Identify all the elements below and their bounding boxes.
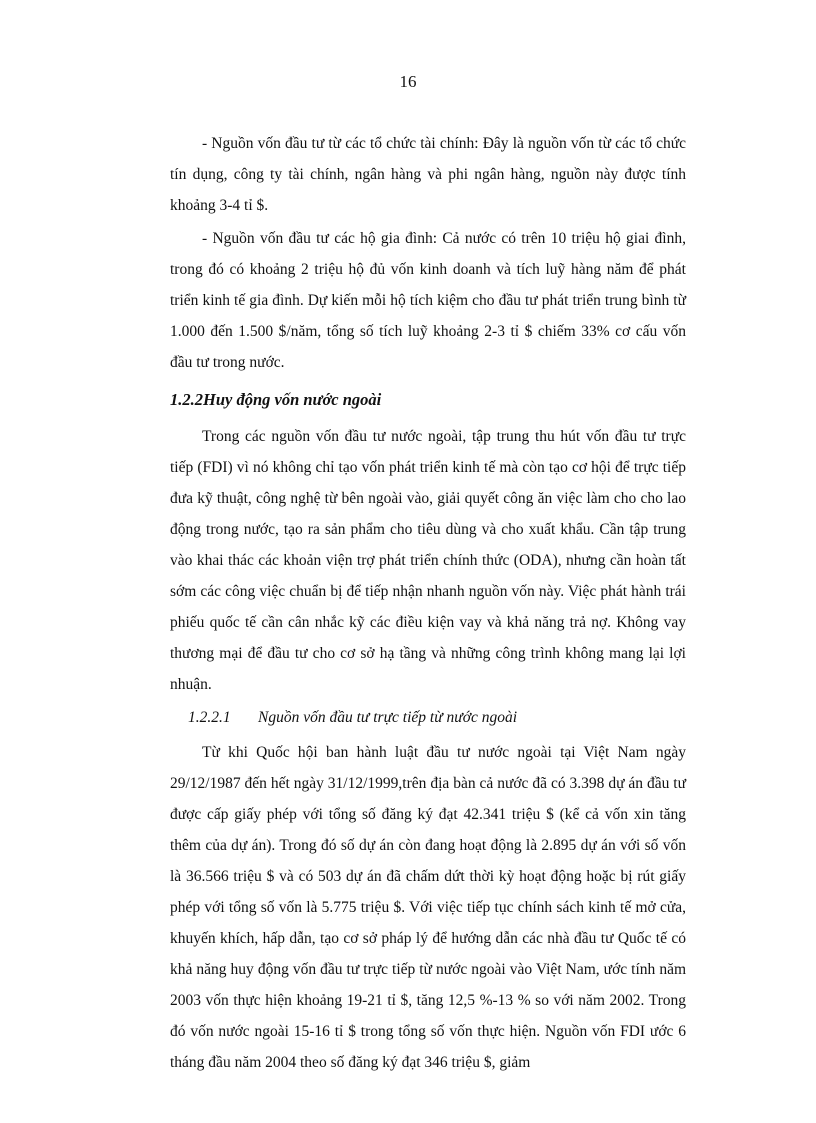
paragraph-fdi: Từ khi Quốc hội ban hành luật đầu tư nước ngoài tại Việt Nam ngày 29/12/1987 đến hết ngày 31/12/1999,trên địa bàn cả nước đã có 3.398 dự án đầu tư được cấp giấy phép với tổng số đăng ký đạt 42.341 triệu $ (kể cả vốn xin tăng thêm của dự án). Trong đó số dự án còn đang hoạt động là 2.895 dự án với số vốn là 36.566 triệu $ và có 503 dự án đã chấm dứt thời kỳ hoạt động hoặc bị rút giấy phép với tổng số vốn là 5.775 triệu $. Với việc tiếp tục chính sách kinh tế mở cửa, khuyến khích, hấp dẫn, tạo cơ sở pháp lý để hướng dẫn các nhà đầu tư Quốc tế có khả năng huy động vốn đầu tư trực tiếp từ nước ngoài vào Việt Nam, ước tính năm 2003 vốn thực hiện khoảng 19-21 tỉ $, tăng 12,5 %-13 % so với năm 2002. Trong đó vốn nước ngoài 15-16 tỉ $ trong tổng số vốn thực hiện. Nguồn vốn FDI ước 6 tháng đầu năm 2004 theo số đăng ký đạt 346 triệu $, giảm — [170, 744, 686, 1071]
subsection-title: Nguồn vốn đầu tư trực tiếp từ nước ngoài — [258, 709, 518, 726]
page-number: 16 — [399, 72, 417, 91]
page-content — [170, 128, 686, 1088]
section-heading: 1.2.2Huy động vốn nước ngoài — [170, 390, 382, 409]
subsection-number: 1.2.2.1 — [188, 709, 231, 726]
paragraph-foreign-capital: Trong các nguồn vốn đầu tư nước ngoài, tập trung thu hút vốn đầu tư trực tiếp (FDI) vì nó không chỉ tạo vốn phát triển kinh tế mà còn tạo cơ hội để trực tiếp đưa kỹ thuật, công nghệ từ bên ngoài vào, giải quyết công ăn việc làm cho cho lao động trong nước, tạo ra sản phẩm cho tiêu dùng và cho xuất khẩu. Cần tập trung vào khai thác các khoản viện trợ phát triển chính thức (ODA), nhưng cần hoàn tất sớm các công việc chuẩn bị để tiếp nhận nhanh nguồn vốn này. Việc phát hành trái phiếu quốc tế cần cân nhắc kỹ các điều kiện vay và khả năng trả nợ. Không vay thương mại để đầu tư cho cơ sở hạ tầng và những công trình không mang lại lợi nhuận. — [170, 428, 686, 693]
paragraph-households: - Nguồn vốn đầu tư các hộ gia đình: Cả nước có trên 10 triệu hộ giai đình, trong đó có khoảng 2 triệu hộ đủ vốn kinh doanh và tích luỹ hàng năm để phát triển kinh tế gia đình. Dự kiến mỗi hộ tích kiệm cho đầu tư phát triển trung bình từ 1.000 đến 1.500 $/năm, tổng số tích luỹ khoảng 2-3 tỉ $ chiếm 33% cơ cấu vốn đầu tư trong nước. — [170, 230, 686, 371]
paragraph-financial-institutions: - Nguồn vốn đầu tư từ các tổ chức tài chính: Đây là nguồn vốn từ các tổ chức tín dụng, công ty tài chính, ngân hàng và phi ngân hàng, nguồn này được tính khoảng 3-4 tỉ $. — [170, 135, 686, 214]
subsection-heading — [170, 702, 686, 733]
